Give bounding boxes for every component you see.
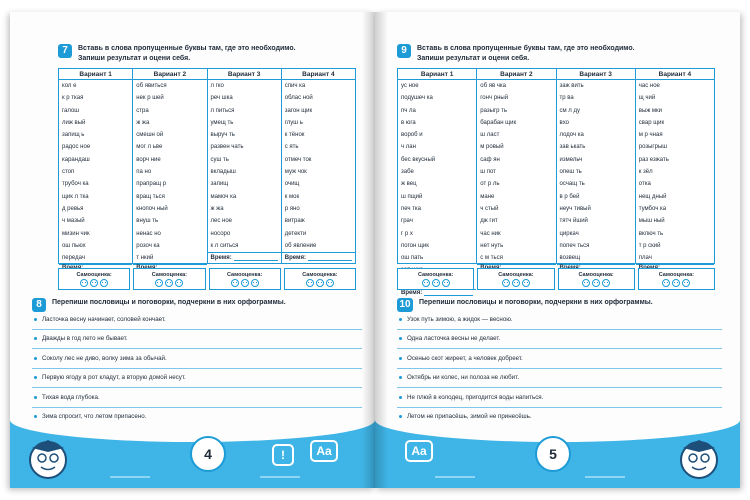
task7-instruction-line1: Вставь в слова пропущенные буквы там, где это необходимо. bbox=[78, 45, 296, 52]
word-item: муж чок bbox=[284, 169, 307, 176]
variant-header: Вариант 4 bbox=[282, 69, 355, 80]
proverb-text: Зима спросит, что летом припасено. bbox=[42, 413, 147, 421]
word-item: запищ ь bbox=[62, 132, 85, 139]
task7-instruction-line2: Запиши результат и оцени себя. bbox=[78, 55, 191, 62]
word-item: л питься bbox=[210, 107, 235, 114]
self-assessment-cell bbox=[638, 268, 715, 290]
time-input-line[interactable] bbox=[234, 255, 278, 261]
variant-header: Вариант 2 bbox=[477, 69, 555, 80]
time-label: Время: bbox=[210, 255, 232, 262]
word-item: возвещ bbox=[559, 255, 581, 262]
self-assessment-label: Самооценка: bbox=[498, 271, 534, 278]
word-item: лиж вый bbox=[62, 119, 86, 126]
word-item: в р бей bbox=[559, 193, 580, 200]
word-item: барабан щик bbox=[480, 119, 517, 126]
variant-column bbox=[477, 69, 556, 263]
proverb-text: Соколу лес не диво, волку зима за обычай. bbox=[42, 354, 167, 362]
proverb-line bbox=[397, 349, 722, 369]
happy-face-icon[interactable] bbox=[422, 279, 430, 287]
word-item: пч ла bbox=[401, 107, 416, 114]
right-page bbox=[375, 12, 740, 488]
word-item: реч шка bbox=[210, 95, 233, 102]
word-item: щ чий bbox=[638, 95, 656, 102]
bullet-icon bbox=[399, 357, 402, 360]
happy-face-icon[interactable] bbox=[502, 279, 510, 287]
word-item: трубоч ка bbox=[62, 181, 89, 188]
task9-instruction-line2: Запиши результат и оцени себя. bbox=[417, 55, 530, 62]
time-field[interactable] bbox=[398, 289, 476, 296]
proverb-text: Первую ягоду в рот кладут, а вторую домой несут. bbox=[42, 374, 186, 382]
left-page bbox=[10, 12, 375, 488]
proverb-line bbox=[32, 349, 362, 369]
word-item: к р ткая bbox=[62, 95, 84, 102]
bullet-icon bbox=[34, 396, 37, 399]
word-item: дж гит bbox=[480, 218, 498, 225]
variant-column bbox=[208, 69, 282, 263]
word-item: печ тка bbox=[401, 205, 422, 212]
word-item: об явление bbox=[284, 242, 317, 249]
word-item: мамоч ка bbox=[210, 193, 237, 200]
word-item: циркач bbox=[559, 230, 579, 237]
happy-face-icon[interactable] bbox=[662, 279, 670, 287]
proverb-text: Ласточка весну начинает, соловей кончает. bbox=[42, 315, 166, 323]
task7-number: 7 bbox=[58, 44, 72, 58]
word-item: радос ное bbox=[62, 144, 91, 151]
word-item: ш ласт bbox=[480, 132, 500, 139]
word-item: отмеч ток bbox=[284, 156, 312, 163]
left-footer bbox=[10, 420, 375, 488]
time-label: Время: bbox=[284, 255, 306, 262]
sad-face-icon[interactable] bbox=[522, 279, 530, 287]
word-item: карандаш bbox=[62, 156, 90, 163]
word-item: неуч тивый bbox=[559, 205, 591, 212]
proverb-line bbox=[397, 388, 722, 408]
word-item: витраж bbox=[284, 218, 305, 225]
sad-face-icon[interactable] bbox=[175, 279, 183, 287]
neutral-face-icon[interactable] bbox=[165, 279, 173, 287]
bullet-icon bbox=[399, 415, 402, 418]
word-item: ош пать bbox=[401, 255, 424, 262]
word-item: зав ькать bbox=[559, 144, 586, 151]
word-item: нек р шей bbox=[136, 95, 164, 102]
variant-header: Вариант 4 bbox=[636, 69, 714, 80]
task9-instruction-line1: Вставь в слова пропущенные буквы там, где это необходимо. bbox=[417, 45, 635, 52]
bullet-icon bbox=[399, 318, 402, 321]
word-item: к зёл bbox=[638, 169, 653, 176]
word-item: с ять bbox=[284, 144, 299, 151]
word-item: грач bbox=[401, 218, 413, 225]
variant-header: Вариант 2 bbox=[133, 69, 206, 80]
variant-column bbox=[282, 69, 355, 263]
happy-face-icon[interactable] bbox=[306, 279, 314, 287]
word-item: с м ться bbox=[480, 255, 503, 262]
footer-line bbox=[435, 476, 475, 478]
word-item: глуш ь bbox=[284, 119, 303, 126]
neutral-face-icon[interactable] bbox=[241, 279, 249, 287]
task9-header bbox=[397, 44, 697, 64]
happy-face-icon[interactable] bbox=[155, 279, 163, 287]
self-assessment-cell bbox=[284, 268, 356, 290]
word-item: тр ва bbox=[559, 95, 574, 102]
word-item: д ревья bbox=[62, 205, 84, 212]
word-item: запищ bbox=[210, 181, 229, 188]
word-item: ч стый bbox=[480, 205, 499, 212]
variant-column bbox=[636, 69, 714, 263]
word-item: забе bbox=[401, 169, 414, 176]
word-item: передач bbox=[62, 255, 85, 262]
word-item: мог л ьве bbox=[136, 144, 163, 151]
word-item: саф ян bbox=[480, 156, 500, 163]
word-item: ч лан bbox=[401, 144, 416, 151]
word-item: погон щик bbox=[401, 242, 429, 249]
word-item: суш ть bbox=[210, 156, 229, 163]
word-item: к тёнок bbox=[284, 132, 305, 139]
self-assessment-label: Самооценка: bbox=[76, 271, 112, 278]
word-item: осчащ ть bbox=[559, 181, 585, 188]
sad-face-icon[interactable] bbox=[251, 279, 259, 287]
proverb-text: Одна ласточка весны не делает. bbox=[407, 335, 501, 343]
word-item: вкладыш bbox=[210, 169, 236, 176]
word-item: т р ский bbox=[638, 242, 661, 249]
page-number-left: 4 bbox=[190, 436, 226, 472]
sad-face-icon[interactable] bbox=[442, 279, 450, 287]
bullet-icon bbox=[34, 376, 37, 379]
right-footer bbox=[375, 420, 740, 488]
bullet-icon bbox=[399, 396, 402, 399]
variant-header: Вариант 1 bbox=[59, 69, 132, 80]
sad-face-icon[interactable] bbox=[602, 279, 610, 287]
word-item: внуш ть bbox=[136, 218, 159, 225]
word-item: ворч ние bbox=[136, 156, 161, 163]
word-item: м р чная bbox=[638, 132, 663, 139]
variant-column bbox=[59, 69, 133, 263]
task7-self-assessment bbox=[58, 268, 356, 290]
task10-number: 10 bbox=[397, 298, 413, 312]
word-item: прапращ р bbox=[136, 181, 167, 188]
proverb-line bbox=[32, 388, 362, 408]
neutral-face-icon[interactable] bbox=[316, 279, 324, 287]
proverb-text: Октябрь ни колес, ни полоза не любит. bbox=[407, 374, 519, 382]
task7-header bbox=[58, 44, 358, 64]
task10-instruction: Перепиши пословицы и поговорки, подчеркни в них орфограммы. bbox=[419, 299, 653, 306]
word-item: носоро bbox=[210, 230, 231, 237]
happy-face-icon[interactable] bbox=[231, 279, 239, 287]
aa-letters-icon: Aa bbox=[310, 440, 338, 462]
neutral-face-icon[interactable] bbox=[90, 279, 98, 287]
word-item: ж жа bbox=[136, 119, 150, 126]
neutral-face-icon[interactable] bbox=[672, 279, 680, 287]
proverb-text: Дважды в год лето не бывает. bbox=[42, 335, 128, 343]
word-item: смешн ой bbox=[136, 132, 164, 139]
word-item: т нкий bbox=[136, 255, 154, 262]
word-item: гонч рный bbox=[480, 95, 509, 102]
bullet-icon bbox=[399, 337, 402, 340]
word-item: выж мки bbox=[638, 107, 663, 114]
word-item: тятч йший bbox=[559, 218, 588, 225]
word-item: тумбоч ка bbox=[638, 205, 667, 212]
word-item: измельч bbox=[559, 156, 583, 163]
word-item: час ник bbox=[480, 230, 501, 237]
variant-column bbox=[557, 69, 636, 263]
word-item: попеч ться bbox=[559, 242, 590, 249]
student-mascot-icon bbox=[675, 434, 723, 482]
bullet-icon bbox=[34, 357, 37, 360]
word-item: загон щик bbox=[284, 107, 313, 114]
word-item: опеш ть bbox=[559, 169, 582, 176]
sad-face-icon[interactable] bbox=[326, 279, 334, 287]
variant-header: Вариант 3 bbox=[208, 69, 281, 80]
sad-face-icon[interactable] bbox=[682, 279, 690, 287]
word-item: розоч ка bbox=[136, 242, 160, 249]
word-item: очищ bbox=[284, 181, 300, 188]
word-item: л гко bbox=[210, 83, 224, 89]
word-item: кол е bbox=[62, 83, 77, 89]
word-item: нещ дный bbox=[638, 193, 667, 200]
self-assessment-cell bbox=[558, 268, 635, 290]
word-item: см л ду bbox=[559, 107, 580, 114]
self-assessment-cell bbox=[58, 268, 130, 290]
self-assessment-cell bbox=[133, 268, 205, 290]
proverb-text: Не плюй в колодец, пригодится воды напиться. bbox=[407, 393, 544, 401]
task7-instruction bbox=[78, 44, 296, 64]
word-item: выруч ть bbox=[210, 132, 235, 139]
word-item: свар щик bbox=[638, 119, 665, 126]
word-item: умещ ть bbox=[210, 119, 234, 126]
self-assessment-cell bbox=[477, 268, 554, 290]
word-item: об явиться bbox=[136, 83, 167, 89]
proverb-line bbox=[32, 310, 362, 330]
word-item: ш пот bbox=[480, 169, 496, 176]
word-item: р яно bbox=[284, 205, 300, 212]
word-item: включ ть bbox=[638, 230, 664, 237]
word-item: стра bbox=[136, 107, 149, 114]
time-label: Время: bbox=[401, 290, 423, 297]
word-item: об яв чка bbox=[480, 83, 507, 89]
time-field[interactable] bbox=[282, 252, 355, 263]
word-item: мизин чик bbox=[62, 230, 90, 237]
task8-number: 8 bbox=[32, 298, 46, 312]
word-item: галош bbox=[62, 107, 80, 114]
task9-instruction bbox=[417, 44, 635, 64]
word-item: в юга bbox=[401, 119, 416, 126]
self-assessment-label: Самооценка: bbox=[658, 271, 694, 278]
word-item: бес вкусный bbox=[401, 156, 436, 163]
word-item: к мок bbox=[284, 193, 300, 200]
variant-header: Вариант 1 bbox=[398, 69, 476, 80]
word-item: кнопоч ный bbox=[136, 205, 168, 212]
page-number-right: 5 bbox=[535, 436, 571, 472]
word-item: к л ситься bbox=[210, 242, 239, 249]
self-assessment-label: Самооценка: bbox=[418, 271, 454, 278]
proverb-line bbox=[32, 369, 362, 389]
task9-number: 9 bbox=[397, 44, 411, 58]
word-item: ж вец bbox=[401, 181, 417, 188]
word-item: отка bbox=[638, 181, 651, 188]
word-item: детекти bbox=[284, 230, 307, 237]
footer-line bbox=[110, 476, 150, 478]
self-assessment-label: Самооценка: bbox=[302, 271, 338, 278]
proverb-text: Летом не припасёшь, зимой не принесёшь. bbox=[407, 413, 532, 421]
variant-column bbox=[133, 69, 207, 263]
word-item: м ровый bbox=[480, 144, 504, 151]
word-item: г р х bbox=[401, 230, 413, 237]
task9-self-assessment bbox=[397, 268, 715, 290]
self-assessment-cell bbox=[397, 268, 474, 290]
word-item: вращ ться bbox=[136, 193, 165, 200]
word-item: нет нуть bbox=[480, 242, 504, 249]
proverb-text: Узок путь зимою, а жидок — весною. bbox=[407, 315, 513, 323]
word-item: ненас но bbox=[136, 230, 161, 237]
task8-instruction: Перепиши пословицы и поговорки, подчеркни в них орфограммы. bbox=[52, 299, 286, 306]
word-item: стоп bbox=[62, 169, 75, 176]
word-item: заж вить bbox=[559, 83, 584, 89]
variant-header: Вариант 3 bbox=[557, 69, 635, 80]
proverb-line bbox=[397, 369, 722, 389]
happy-face-icon[interactable] bbox=[582, 279, 590, 287]
word-item: мане bbox=[480, 193, 495, 200]
exclamation-icon: ! bbox=[272, 444, 294, 466]
aa-letters-icon: Aa bbox=[405, 440, 433, 462]
time-input-line[interactable] bbox=[308, 255, 352, 261]
footer-line bbox=[260, 476, 300, 478]
word-item: ош пьюх bbox=[62, 242, 86, 249]
word-item: спич ка bbox=[284, 83, 306, 89]
word-item: раз езжать bbox=[638, 156, 669, 163]
proverb-line bbox=[397, 310, 722, 330]
word-item: вхо bbox=[559, 119, 569, 126]
word-item: плач bbox=[638, 255, 652, 262]
task7-table bbox=[58, 68, 356, 264]
word-item: вороб и bbox=[401, 132, 423, 139]
time-field[interactable] bbox=[208, 252, 281, 263]
neutral-face-icon[interactable] bbox=[432, 279, 440, 287]
bullet-icon bbox=[399, 376, 402, 379]
word-item: разыгр ть bbox=[480, 107, 507, 114]
word-item: от р ль bbox=[480, 181, 500, 188]
self-assessment-label: Самооценка: bbox=[151, 271, 187, 278]
self-assessment-cell bbox=[209, 268, 281, 290]
proverb-text: Осенью скот жиреет, а человек добреет. bbox=[407, 354, 523, 362]
word-item: ж жа bbox=[210, 205, 224, 212]
word-item: ш пщий bbox=[401, 193, 423, 200]
sad-face-icon[interactable] bbox=[100, 279, 108, 287]
neutral-face-icon[interactable] bbox=[512, 279, 520, 287]
footer-line bbox=[585, 476, 625, 478]
self-assessment-label: Самооценка: bbox=[578, 271, 614, 278]
word-item: ч мазый bbox=[62, 218, 85, 225]
neutral-face-icon[interactable] bbox=[592, 279, 600, 287]
happy-face-icon[interactable] bbox=[80, 279, 88, 287]
time-input-line[interactable] bbox=[424, 290, 473, 296]
proverb-text: Тихая вода глубока. bbox=[42, 393, 100, 401]
self-assessment-label: Самооценка: bbox=[227, 271, 263, 278]
proverb-line bbox=[32, 330, 362, 350]
word-item: развен чать bbox=[210, 144, 244, 151]
word-item: розыгрыш bbox=[638, 144, 668, 151]
word-item: облас ной bbox=[284, 95, 313, 102]
word-item: щик л тка bbox=[62, 193, 89, 200]
bullet-icon bbox=[34, 318, 37, 321]
word-item: ус ное bbox=[401, 83, 419, 89]
bullet-icon bbox=[34, 337, 37, 340]
student-mascot-icon bbox=[24, 434, 72, 482]
word-item: подушеч ка bbox=[401, 95, 433, 102]
proverb-line bbox=[397, 330, 722, 350]
word-item: па но bbox=[136, 169, 152, 176]
bullet-icon bbox=[34, 415, 37, 418]
word-item: лодоч ка bbox=[559, 132, 584, 139]
word-item: час ное bbox=[638, 83, 660, 89]
word-item: лес ное bbox=[210, 218, 232, 225]
word-item: мыш ный bbox=[638, 218, 665, 225]
